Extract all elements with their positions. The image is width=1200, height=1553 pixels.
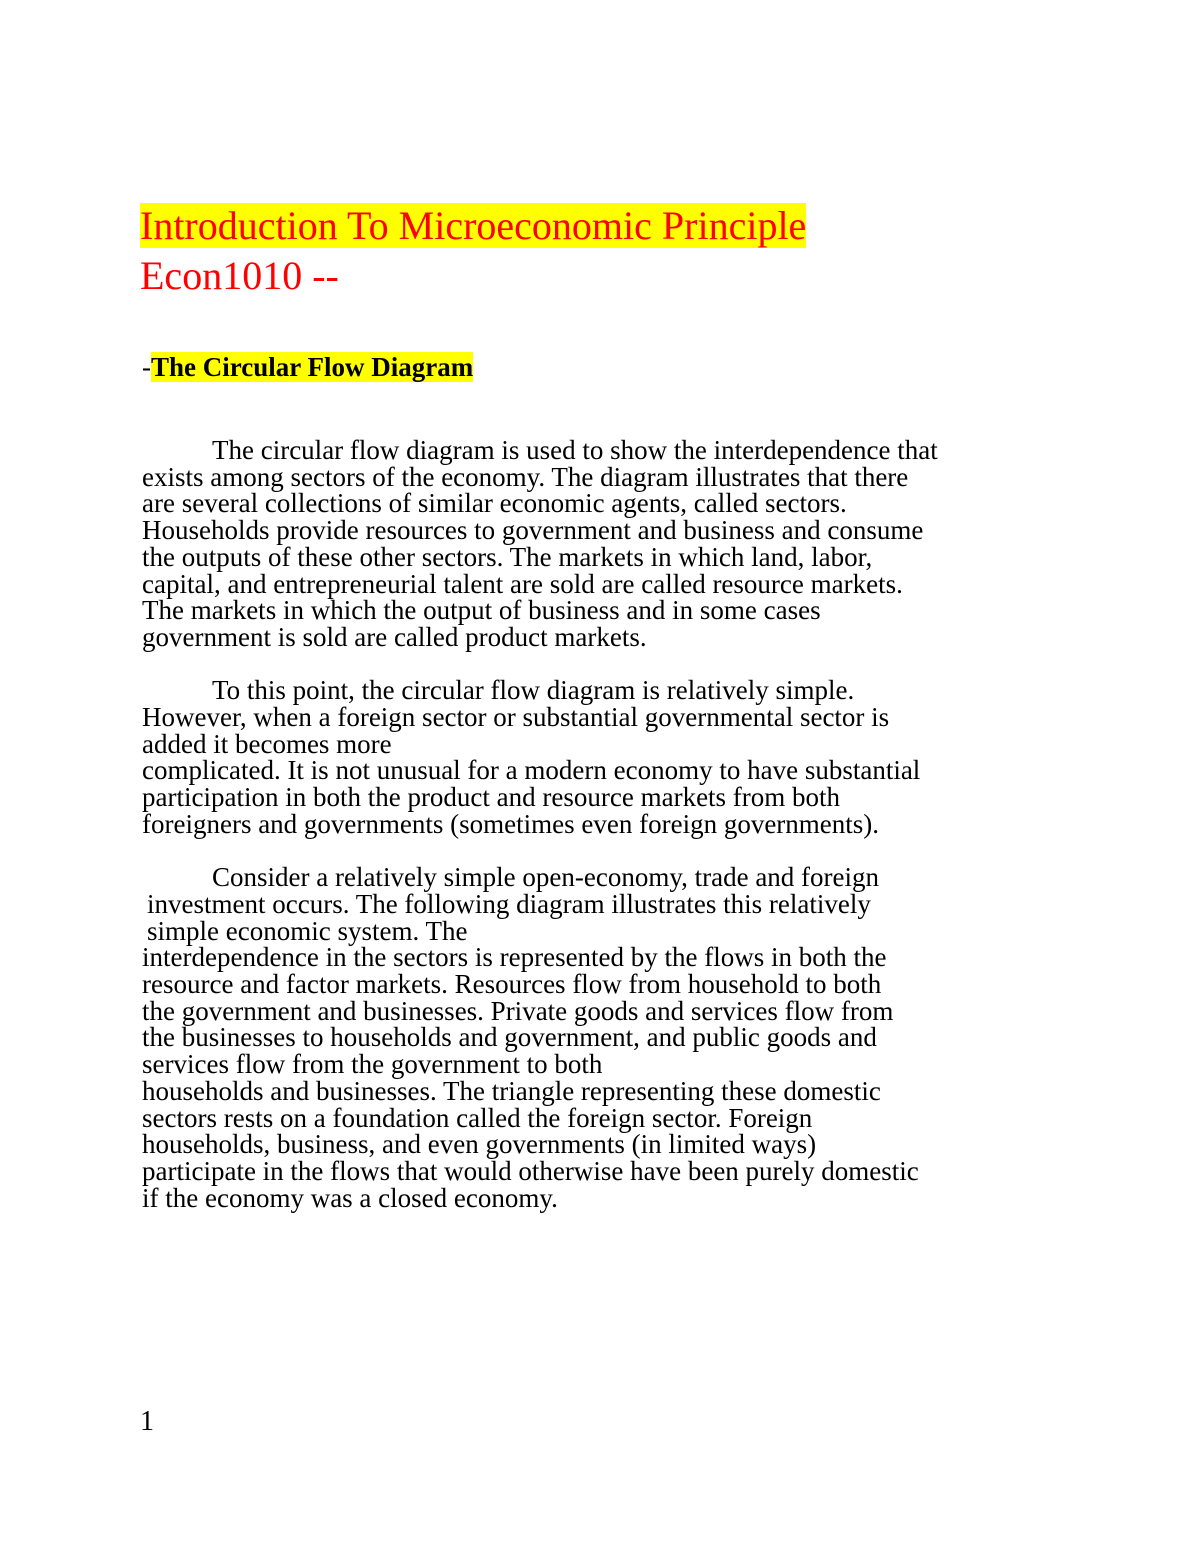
- paragraph-line: The markets in which the output of business and in some cases: [142, 595, 821, 626]
- paragraph-line: interdependence in the sectors is represented by the flows in both the: [142, 942, 887, 973]
- paragraph-line: Consider a relatively simple open-economy, trade and foreign: [212, 862, 880, 893]
- course-code: Econ1010 --: [140, 253, 339, 298]
- paragraph-line: exists among sectors of the economy. The diagram illustrates that there: [142, 461, 909, 492]
- paragraph-line: participate in the flows that would otherwise have been purely domestic: [142, 1155, 919, 1186]
- paragraph-line: foreigners and governments (sometimes even foreign governments).: [142, 808, 880, 839]
- paragraph-line: added it becomes more: [142, 728, 392, 759]
- paragraph-line: the government and businesses. Private goods and services flow from: [142, 995, 894, 1026]
- paragraph-line: investment occurs. The following diagram illustrates this relatively: [147, 888, 871, 919]
- paragraph-line: resource and factor markets. Resources flow from household to both: [142, 969, 882, 1000]
- paragraph-line: the businesses to households and government, and public goods and: [142, 1022, 877, 1053]
- paragraph-line: simple economic system. The: [147, 915, 468, 946]
- title-block: [140, 198, 1060, 298]
- paragraph-line: The circular flow diagram is used to show the interdependence that: [212, 435, 938, 465]
- paragraph-line: participation in both the product and resource markets from both: [142, 782, 841, 813]
- paragraph-line: Households provide resources to government and business and consume: [142, 515, 924, 546]
- paragraph-line: households, business, and even governments (in limited ways): [142, 1129, 817, 1160]
- paragraph-line: government is sold are called product markets.: [142, 621, 647, 652]
- section-heading-label: The Circular Flow Diagram: [151, 352, 474, 382]
- paragraph-gap: [142, 651, 1082, 678]
- document-title: [140, 198, 1060, 254]
- paragraph-line: households and businesses. The triangle representing these domestic: [142, 1075, 881, 1106]
- paragraph-line: the outputs of these other sectors. The markets in which land, labor,: [142, 541, 873, 572]
- paragraph-line: capital, and entrepreneurial talent are sold are called resource markets.: [142, 568, 903, 599]
- section-heading-dash: -: [142, 352, 151, 382]
- paragraph-line: complicated. It is not unusual for a modern economy to have substantial: [142, 755, 921, 786]
- paragraph-gap: [142, 838, 1082, 865]
- document-title-text: Introduction To Microeconomic Principle: [140, 203, 807, 248]
- section-heading: [142, 350, 473, 384]
- paragraph-line: sectors rests on a foundation called the foreign sector. Foreign: [142, 1102, 813, 1133]
- paragraph-line: However, when a foreign sector or substantial governmental sector is: [142, 702, 890, 733]
- page-number: 1: [140, 1406, 154, 1437]
- body-text: [142, 437, 1082, 1211]
- paragraph-line: are several collections of similar economic agents, called sectors.: [142, 488, 847, 519]
- paragraph-line: if the economy was a closed economy.: [142, 1182, 558, 1213]
- paragraph-line: To this point, the circular flow diagram is relatively simple.: [212, 675, 855, 706]
- paragraph-line: services flow from the government to both: [142, 1049, 603, 1080]
